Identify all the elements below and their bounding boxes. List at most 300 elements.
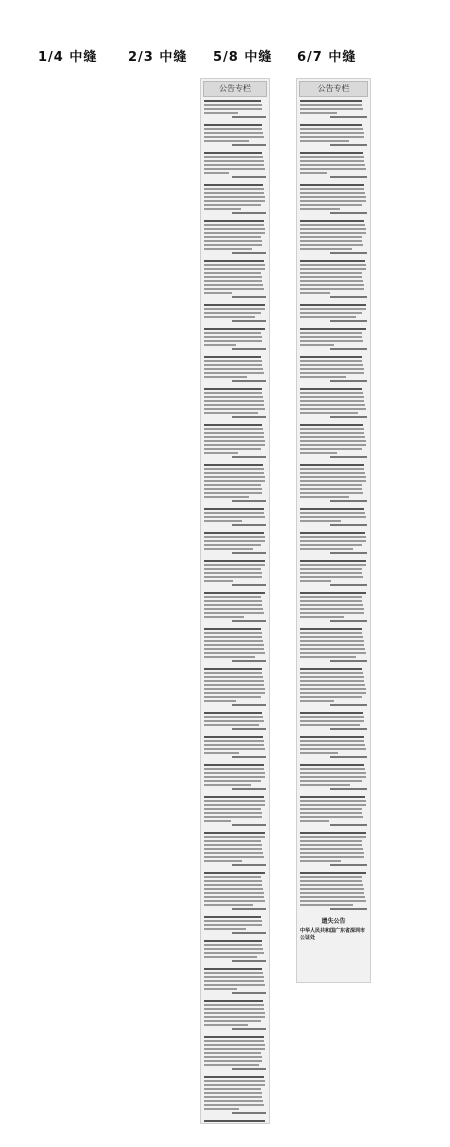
text-line <box>232 620 266 622</box>
text-line <box>300 244 363 246</box>
text-line <box>300 312 362 314</box>
text-line <box>204 248 252 250</box>
text-line <box>300 676 364 678</box>
text-line <box>204 780 261 782</box>
notice-paragraph <box>204 592 266 622</box>
column-a-body <box>201 100 269 1124</box>
text-line <box>300 260 365 262</box>
notice-paragraph <box>204 916 266 934</box>
text-line <box>232 704 266 706</box>
text-line <box>300 224 365 226</box>
text-line <box>300 228 366 230</box>
text-line <box>204 736 263 738</box>
text-line <box>204 108 262 110</box>
text-line <box>300 780 362 782</box>
text-line <box>204 436 264 438</box>
notice-paragraph <box>204 668 266 706</box>
text-line <box>204 956 257 958</box>
text-line <box>204 392 262 394</box>
text-line <box>300 492 363 494</box>
text-line <box>300 820 329 822</box>
text-line <box>204 968 262 970</box>
text-line <box>204 440 265 442</box>
text-line <box>204 428 263 430</box>
text-line <box>204 884 262 886</box>
text-line <box>232 864 266 866</box>
text-line <box>204 772 265 774</box>
text-line <box>300 860 341 862</box>
text-line <box>204 372 264 374</box>
text-line <box>300 124 362 126</box>
text-line <box>300 264 366 266</box>
text-line <box>204 424 262 426</box>
text-line <box>300 628 362 630</box>
text-line <box>204 692 265 694</box>
text-line <box>330 416 367 418</box>
text-line <box>204 100 261 102</box>
notice-paragraph <box>300 508 367 526</box>
text-line <box>300 748 366 750</box>
text-line <box>232 456 266 458</box>
text-line <box>300 852 364 854</box>
text-line <box>330 176 367 178</box>
text-line <box>300 100 362 102</box>
text-line <box>330 116 367 118</box>
text-line <box>204 232 265 234</box>
text-line <box>300 636 363 638</box>
text-line <box>204 1044 265 1046</box>
text-line <box>330 296 367 298</box>
text-line <box>204 1056 262 1058</box>
text-line <box>204 172 229 174</box>
text-line <box>300 516 366 518</box>
text-line <box>300 468 364 470</box>
text-line <box>204 856 264 858</box>
column-b-body <box>297 100 370 910</box>
text-line <box>300 840 362 842</box>
text-line <box>330 620 367 622</box>
text-line <box>300 448 362 450</box>
text-line <box>204 888 263 890</box>
notice-sub: 中华人民共和国广东省深圳市公证处 <box>300 928 366 941</box>
text-line <box>232 320 266 322</box>
text-line <box>300 752 338 754</box>
text-line <box>330 456 367 458</box>
text-line <box>300 880 362 882</box>
text-line <box>204 316 255 318</box>
text-line <box>204 764 264 766</box>
text-line <box>300 800 366 802</box>
notice-paragraph <box>204 220 266 254</box>
text-line <box>204 636 262 638</box>
column-title: 公告专栏 <box>299 81 368 97</box>
text-line <box>300 484 362 486</box>
text-line <box>204 196 265 198</box>
text-line <box>204 904 253 906</box>
text-line <box>204 432 264 434</box>
text-line <box>204 400 264 402</box>
text-line <box>300 444 366 446</box>
text-line <box>204 272 261 274</box>
text-line <box>300 440 366 442</box>
text-line <box>204 808 261 810</box>
text-line <box>204 1088 261 1090</box>
text-line <box>300 112 337 114</box>
text-line <box>204 164 264 166</box>
text-line <box>204 1052 261 1054</box>
text-line <box>300 784 350 786</box>
text-line <box>204 520 242 522</box>
text-line <box>300 724 360 726</box>
text-line <box>300 292 330 294</box>
text-line <box>232 380 266 382</box>
text-line <box>204 860 242 862</box>
text-line <box>204 1020 261 1022</box>
text-line <box>204 464 263 466</box>
text-line <box>204 1004 264 1006</box>
text-line <box>300 392 363 394</box>
notice-paragraph <box>204 184 266 214</box>
text-line <box>300 648 365 650</box>
notice-paragraph <box>300 712 367 730</box>
text-line <box>300 412 358 414</box>
text-line <box>232 824 266 826</box>
text-line <box>204 628 261 630</box>
text-line <box>300 740 364 742</box>
text-line <box>204 472 264 474</box>
notice-paragraph <box>204 1036 266 1070</box>
text-line <box>204 1080 265 1082</box>
text-line <box>300 684 365 686</box>
text-line <box>204 848 262 850</box>
text-line <box>330 212 367 214</box>
text-line <box>204 1092 262 1094</box>
text-line <box>204 548 253 550</box>
text-line <box>300 152 363 154</box>
text-line <box>300 772 366 774</box>
text-line <box>204 740 264 742</box>
text-line <box>330 864 367 866</box>
text-line <box>204 1096 262 1098</box>
text-line <box>204 1084 265 1086</box>
label-five-eighths: 5/8 中缝 <box>213 50 273 65</box>
text-line <box>204 644 264 646</box>
text-line <box>330 552 367 554</box>
text-line <box>204 192 264 194</box>
text-line <box>204 104 262 106</box>
text-line <box>232 960 266 962</box>
text-line <box>204 800 265 802</box>
notice-paragraph <box>300 592 367 622</box>
text-line <box>204 488 262 490</box>
notice-paragraph <box>300 832 367 866</box>
text-line <box>204 608 263 610</box>
notice-paragraph <box>204 424 266 458</box>
text-line <box>300 776 366 778</box>
text-line <box>204 368 263 370</box>
notice-paragraph <box>300 220 367 254</box>
text-line <box>300 888 364 890</box>
text-line <box>300 372 364 374</box>
text-line <box>300 480 366 482</box>
text-line <box>300 696 362 698</box>
text-line <box>204 496 249 498</box>
notice-paragraph <box>204 560 266 586</box>
text-line <box>204 952 264 954</box>
text-line <box>204 156 263 158</box>
text-line <box>204 152 262 154</box>
text-line <box>232 660 266 662</box>
notice-paragraph <box>300 532 367 554</box>
text-line <box>204 336 262 338</box>
text-line <box>204 672 262 674</box>
text-line <box>232 992 266 994</box>
text-line <box>204 748 265 750</box>
text-line <box>204 128 262 130</box>
text-line <box>300 652 366 654</box>
column-title: 公告专栏 <box>203 81 267 97</box>
text-line <box>204 836 265 838</box>
text-line <box>300 592 366 594</box>
text-line <box>300 580 331 582</box>
text-line <box>204 1048 265 1050</box>
notice-paragraph <box>300 764 367 790</box>
text-line <box>300 160 364 162</box>
text-line <box>300 396 364 398</box>
column-a <box>200 78 270 1124</box>
text-line <box>204 452 238 454</box>
text-line <box>204 328 265 330</box>
text-line <box>300 336 362 338</box>
text-line <box>204 132 263 134</box>
text-line <box>300 376 346 378</box>
text-line <box>300 168 366 170</box>
text-line <box>300 768 365 770</box>
text-line <box>204 112 238 114</box>
text-line <box>204 264 265 266</box>
text-line <box>204 916 261 918</box>
text-line <box>300 436 365 438</box>
text-line <box>300 608 364 610</box>
text-line <box>204 1036 264 1038</box>
text-line <box>204 596 261 598</box>
text-line <box>204 492 262 494</box>
text-line <box>204 160 264 162</box>
text-line <box>204 1012 265 1014</box>
text-line <box>204 544 261 546</box>
text-line <box>300 816 363 818</box>
text-line <box>204 188 264 190</box>
text-line <box>204 200 265 202</box>
text-line <box>300 712 363 714</box>
text-line <box>204 1120 265 1122</box>
text-line <box>300 488 362 490</box>
text-line <box>204 480 265 482</box>
column-b <box>296 78 371 983</box>
text-line <box>300 328 366 330</box>
text-line <box>204 632 262 634</box>
text-line <box>300 316 356 318</box>
text-line <box>300 544 362 546</box>
text-line <box>204 696 261 698</box>
text-line <box>300 136 364 138</box>
text-line <box>204 204 261 206</box>
text-line <box>204 140 249 142</box>
label-quarter: 1/4 中缝 <box>38 50 98 65</box>
notice-paragraph <box>300 184 367 214</box>
text-line <box>204 344 236 346</box>
notice-paragraph <box>204 356 266 382</box>
text-line <box>232 756 266 758</box>
notice-paragraph <box>204 736 266 758</box>
text-line <box>204 508 264 510</box>
text-line <box>204 984 265 986</box>
text-line <box>204 592 265 594</box>
text-line <box>300 520 341 522</box>
text-line <box>204 700 236 702</box>
label-two-thirds: 2/3 中缝 <box>128 50 188 65</box>
text-line <box>204 684 264 686</box>
notice-paragraph <box>300 464 367 502</box>
text-line <box>204 260 264 262</box>
text-line <box>300 540 366 542</box>
text-line <box>300 848 363 850</box>
text-line <box>300 632 362 634</box>
label-six-sevenths: 6/7 中缝 <box>297 50 357 65</box>
text-line <box>300 644 364 646</box>
text-line <box>204 948 263 950</box>
text-line <box>204 652 265 654</box>
text-line <box>300 836 366 838</box>
text-line <box>300 284 364 286</box>
text-line <box>204 640 263 642</box>
text-line <box>204 280 262 282</box>
text-line <box>300 272 362 274</box>
text-line <box>204 1024 248 1026</box>
text-line <box>300 452 337 454</box>
text-line <box>300 368 364 370</box>
text-line <box>204 516 265 518</box>
text-line <box>204 604 262 606</box>
text-line <box>300 196 366 198</box>
text-line <box>300 832 366 834</box>
text-line <box>300 128 363 130</box>
text-line <box>300 408 366 410</box>
text-line <box>300 104 362 106</box>
text-line <box>330 144 367 146</box>
text-line <box>204 308 265 310</box>
text-line <box>232 348 266 350</box>
text-line <box>300 388 362 390</box>
text-line <box>300 532 365 534</box>
text-line <box>300 564 366 566</box>
text-line <box>300 428 364 430</box>
text-line <box>204 376 247 378</box>
text-line <box>204 1108 239 1110</box>
text-line <box>204 340 262 342</box>
text-line <box>330 728 367 730</box>
notice-paragraph <box>300 560 367 586</box>
text-line <box>300 640 364 642</box>
text-line <box>204 580 233 582</box>
notice-paragraph <box>204 532 266 554</box>
text-line <box>300 288 364 290</box>
text-line <box>204 360 262 362</box>
text-line <box>204 712 262 714</box>
text-line <box>300 668 362 670</box>
notice-paragraph <box>204 260 266 298</box>
notice-paragraph <box>204 388 266 418</box>
notice-paragraph <box>204 124 266 146</box>
text-line <box>204 1100 263 1102</box>
text-line <box>330 584 367 586</box>
text-line <box>204 900 265 902</box>
text-line <box>232 524 266 526</box>
text-line <box>204 1060 262 1062</box>
notice-paragraph <box>300 124 367 146</box>
text-line <box>204 988 237 990</box>
text-line <box>204 228 265 230</box>
text-line <box>300 808 362 810</box>
text-line <box>204 820 231 822</box>
text-line <box>204 512 264 514</box>
notice-paragraph <box>204 832 266 866</box>
text-line <box>232 252 266 254</box>
text-line <box>204 276 262 278</box>
text-line <box>232 176 266 178</box>
text-line <box>300 764 364 766</box>
text-line <box>204 388 262 390</box>
notice-paragraph <box>204 100 266 118</box>
notice-paragraph <box>300 328 367 350</box>
text-line <box>204 404 264 406</box>
text-line <box>300 904 353 906</box>
text-line <box>300 308 366 310</box>
text-line <box>204 312 261 314</box>
text-line <box>204 716 263 718</box>
text-line <box>300 276 362 278</box>
text-line <box>204 784 251 786</box>
text-line <box>204 448 261 450</box>
text-line <box>204 444 265 446</box>
text-line <box>204 612 264 614</box>
text-line <box>300 508 364 510</box>
text-line <box>204 484 261 486</box>
text-line <box>204 744 264 746</box>
text-line <box>330 500 367 502</box>
text-line <box>204 292 232 294</box>
text-line <box>204 944 262 946</box>
text-line <box>300 568 362 570</box>
text-line <box>204 840 261 842</box>
text-line <box>300 892 364 894</box>
text-line <box>300 884 363 886</box>
text-line <box>204 648 264 650</box>
text-line <box>204 656 255 658</box>
notice-paragraph <box>300 152 367 178</box>
text-line <box>232 1112 266 1114</box>
text-line <box>204 356 261 358</box>
notice-paragraph <box>300 424 367 458</box>
text-line <box>300 600 362 602</box>
text-line <box>300 332 362 334</box>
text-line <box>204 304 265 306</box>
notice-paragraph <box>204 872 266 910</box>
text-line <box>204 940 262 942</box>
notice-paragraph <box>300 872 367 910</box>
text-line <box>204 816 262 818</box>
text-line <box>204 796 264 798</box>
